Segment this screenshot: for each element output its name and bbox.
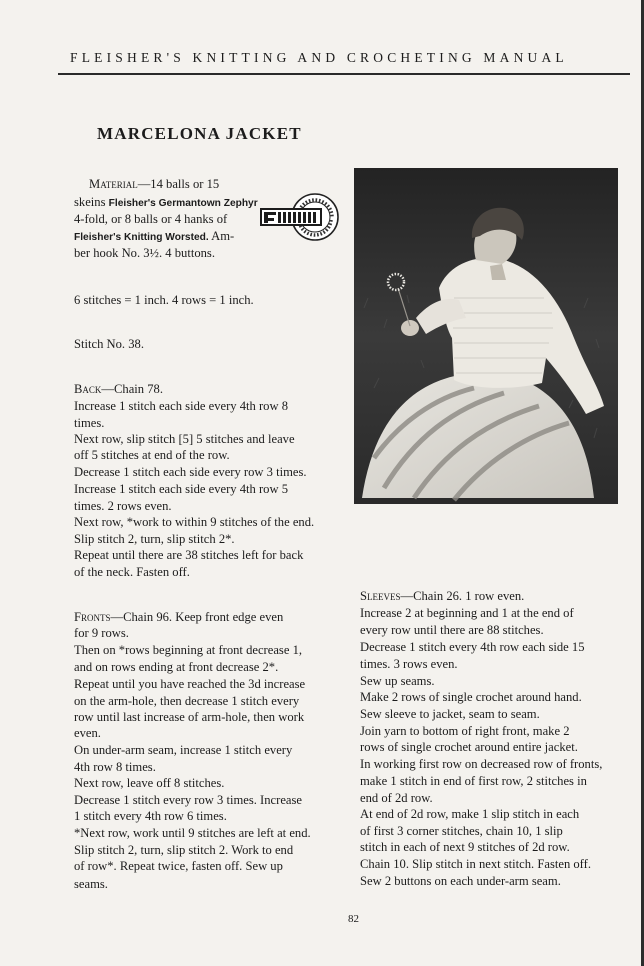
fronts-line-5: Repeat until you have reached the 3d increase — [74, 677, 306, 691]
sleeves-line-12: make 1 stitch in end of first row, 2 stitches in — [360, 774, 587, 788]
fleishers-logo-icon — [258, 192, 340, 242]
sleeves-line-6: Sew up seams. — [360, 674, 435, 688]
sleeves-line-13: end of 2d row. — [360, 791, 433, 805]
sleeves-line-10: rows of single crochet around entire jacket. — [360, 740, 578, 754]
fronts-line-9: On under-arm seam, increase 1 stitch every — [74, 743, 293, 757]
page-title: MARCELONA JACKET — [97, 124, 302, 143]
sleeves-line-14: At end of 2d row, make 1 slip stitch in each — [360, 807, 580, 821]
back-line-9: Next row, *work to within 9 stitches of the end. — [74, 515, 315, 529]
fronts-line-3: Then on *rows beginning at front decrease 1, — [74, 643, 303, 657]
fronts-line-13: 1 stitch every 4th row 6 times. — [74, 809, 227, 823]
sleeves-line-4: Decrease 1 stitch every 4th row each side 15 — [360, 640, 585, 654]
back-line-7: Increase 1 stitch each side every 4th row 5 — [74, 482, 289, 496]
sleeves-line-17: Chain 10. Slip stitch in next stitch. Fasten off. — [360, 857, 591, 871]
sleeves-label: Sleeves — [360, 589, 401, 603]
fronts-line-11: Next row, leave off 8 stitches. — [74, 776, 225, 790]
back-line-11: Repeat until there are 38 stitches left for back — [74, 548, 304, 562]
sleeves-line-7: Make 2 rows of single crochet around hand. — [360, 690, 582, 704]
back-line-8: times. 2 rows even. — [74, 499, 172, 513]
material-line-1: Material—14 balls or 15 — [89, 177, 220, 191]
gauge: 6 stitches = 1 inch. 4 rows = 1 inch. — [74, 293, 254, 307]
back-line-10: Slip stitch 2, turn, slip stitch 2*. — [74, 532, 235, 546]
sleeves-line-16: stitch in each of next 9 stitches of 2d row. — [360, 840, 570, 854]
sleeves-line-3: every row until there are 88 stitches. — [360, 623, 544, 637]
material-line-5: ber hook No. 3½. 4 buttons. — [74, 246, 215, 260]
material-line-3: 4-fold, or 8 balls or 4 hanks of — [74, 212, 228, 226]
running-head: FLEISHER'S KNITTING AND CROCHETING MANUAL — [70, 50, 568, 65]
fronts-line-12: Decrease 1 stitch every row 3 times. Increase — [74, 793, 302, 807]
back-line-12: of the neck. Fasten off. — [74, 565, 190, 579]
fronts-line-7: row until last increase of arm-hole, then work — [74, 710, 305, 724]
back-line-1: Back—Chain 78. — [74, 382, 163, 396]
back-line-5: off 5 stitches at end of the row. — [74, 448, 230, 462]
sleeves-line-15: of first 3 corner stitches, chain 10, 1 slip — [360, 824, 563, 838]
fronts-line-8: even. — [74, 726, 101, 740]
fronts-line-15: Slip stitch 2, turn, slip stitch 2. Work to end — [74, 843, 294, 857]
back-line-3: times. — [74, 416, 105, 430]
sleeves-line-1: Sleeves—Chain 26. 1 row even. — [360, 589, 525, 603]
back-line-4: Next row, slip stitch [5] 5 stitches and leave — [74, 432, 295, 446]
fronts-line-6: on the arm-hole, then decrease 1 stitch every — [74, 694, 300, 708]
fronts-line-16: of row*. Repeat twice, fasten off. Sew up — [74, 859, 283, 873]
header-rule — [58, 73, 630, 75]
sleeves-line-2: Increase 2 at beginning and 1 at the end of — [360, 606, 574, 620]
fronts-line-14: *Next row, work until 9 stitches are left at end. — [74, 826, 311, 840]
material-label: Material — [89, 177, 138, 191]
sleeves-line-9: Join yarn to bottom of right front, make 2 — [360, 724, 570, 738]
sleeves-line-5: times. 3 rows even. — [360, 657, 458, 671]
stitch-number: Stitch No. 38. — [74, 337, 144, 351]
fronts-label: Fronts — [74, 610, 111, 624]
back-line-2: Increase 1 stitch each side every 4th row 8 — [74, 399, 289, 413]
fronts-line-10: 4th row 8 times. — [74, 760, 156, 774]
material-line-4: Fleisher's Knitting Worsted. Am- — [74, 229, 235, 243]
sleeves-line-11: In working first row on decreased row of fronts, — [360, 757, 603, 771]
sleeves-line-18: Sew 2 buttons on each under-arm seam. — [360, 874, 561, 888]
back-line-6: Decrease 1 stitch each side every row 3 times. — [74, 465, 307, 479]
material-line-2: skeins Fleisher's Germantown Zephyr — [74, 195, 258, 209]
fronts-line-2: for 9 rows. — [74, 626, 129, 640]
fronts-line-17: seams. — [74, 877, 108, 891]
back-label: Back — [74, 382, 102, 396]
sleeves-line-8: Sew sleeve to jacket, seam to seam. — [360, 707, 540, 721]
fronts-line-4: and on rows ending at front decrease 2*. — [74, 660, 279, 674]
jacket-photo — [354, 168, 618, 504]
fronts-line-1: Fronts—Chain 96. Keep front edge even — [74, 610, 284, 624]
page-number: 82 — [348, 913, 359, 925]
